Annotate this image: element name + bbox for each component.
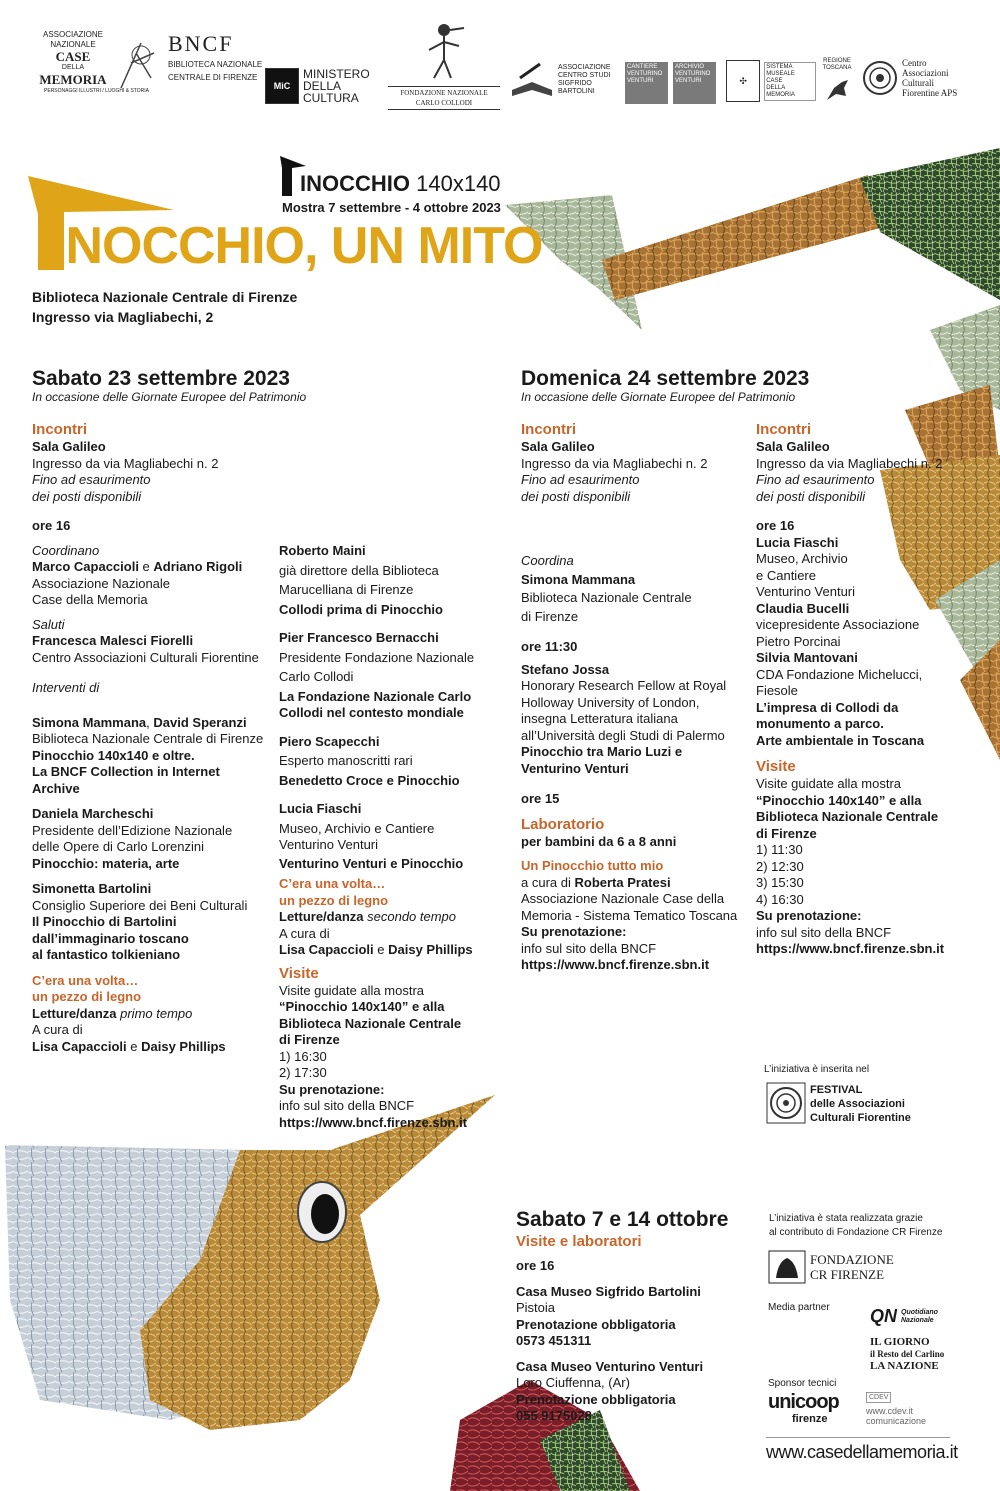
day1-interventi: Interventi di	[32, 680, 100, 695]
pinocchio-figure-icon	[419, 20, 469, 82]
venue-entrance: Ingresso via Magliabechi, 2	[32, 309, 214, 325]
speaker-name: Pier Francesco Bernacchi	[279, 630, 439, 645]
divider	[766, 1437, 950, 1438]
museum-city: Loro Ciuffenna, (Ar)	[516, 1375, 630, 1390]
festival-line: Culturali Fiorentine	[810, 1112, 911, 1124]
performance-title: un pezzo di legno	[32, 989, 142, 1004]
separator: ,	[146, 714, 154, 730]
pinwheel-icon: ✣	[726, 60, 760, 102]
speaker-name: Roberto Maini	[279, 543, 366, 558]
sponsor-note-line: al contributo di Fondazione CR Firenze	[769, 1227, 943, 1238]
day2b-incontri-heading: Incontri	[756, 421, 811, 438]
speaker-role: Biblioteca Nazionale Centrale	[521, 590, 692, 605]
talk-title: L’impresa di Collodi da	[756, 699, 899, 715]
logo-line: ASSOCIAZIONE	[42, 30, 103, 39]
website-link[interactable]: www.casedellamemoria.it	[766, 1442, 958, 1462]
carlino-logo: il Resto del Carlino	[870, 1349, 945, 1359]
talk-title: Pinocchio tra Mario Luzi e	[521, 744, 683, 759]
day2-incontri-heading: Incontri	[521, 421, 576, 438]
speaker-role: Museo, Archivio e Cantiere	[279, 820, 435, 836]
day1-posti: dei posti disponibili	[32, 488, 142, 504]
conjunction: e	[373, 942, 389, 957]
day1-coordinano: Coordinano	[32, 542, 100, 558]
venue	[32, 287, 297, 327]
speaker-name: Piero Scapecchi	[279, 733, 380, 749]
day2-coordina: Coordina	[521, 553, 574, 568]
pupil-icon	[311, 1194, 339, 1234]
festival-line: delle Associazioni	[810, 1098, 905, 1110]
logo-line: ARCHIVIO VENTURINO VENTURI	[675, 64, 711, 84]
booking-info: info sul sito della BNCF	[521, 940, 657, 956]
speaker-name: Simona Mammana	[32, 714, 147, 730]
talk-title: al fantastico tolkieniano	[32, 947, 181, 962]
logo-line: DELLA	[61, 64, 85, 71]
art-piece-brown-arm	[602, 175, 880, 300]
logo-line: TOSCANA	[822, 65, 852, 71]
speaker-role: Case della Memoria	[32, 592, 148, 607]
day2b-visite-heading: Visite	[756, 758, 796, 775]
day1-saluti: Saluti	[32, 616, 65, 632]
booking-label: Su prenotazione:	[521, 924, 627, 939]
mic-icon: MiC	[265, 68, 299, 104]
speaker-name: Simonetta Bartolini	[32, 881, 152, 896]
speaker-name: Lucia Fiaschi	[279, 801, 362, 816]
performance-title: C’era una volta…	[32, 972, 139, 988]
performance-part: primo tempo	[120, 1005, 193, 1021]
speaker-role: e Cantiere	[756, 567, 816, 583]
performance-part: secondo tempo	[367, 909, 457, 924]
qn-sub: Nazionale	[901, 1316, 934, 1324]
talk-title: Benedetto Croce e Pinocchio	[279, 772, 460, 788]
day2-ingresso: Ingresso da via Magliabechi n. 2	[521, 455, 708, 471]
booking-link[interactable]: https://www.bncf.firenze.sbn.it	[756, 941, 945, 956]
ottobre-title: Sabato 7 e 14 ottobre	[516, 1208, 729, 1231]
museum-name: Casa Museo Venturino Venturi	[516, 1358, 704, 1374]
day1-subtitle: In occasione delle Giornate Europee del Patrimonio	[32, 390, 307, 404]
cdev-icon: CDEV	[866, 1392, 891, 1403]
speaker-role: CDA Fondazione Michelucci,	[756, 666, 923, 682]
ottobre-details	[516, 1258, 746, 1425]
speaker-role: vicepresidente Associazione	[756, 617, 920, 632]
day2-posti: dei posti disponibili	[521, 488, 631, 504]
logo-line: CASE	[55, 49, 91, 64]
speaker-name: Silvia Mantovani	[756, 650, 858, 665]
talk-title: Arte ambientale in Toscana	[756, 732, 925, 748]
performance-title: un pezzo di legno	[279, 892, 389, 908]
booking-info: info sul sito della BNCF	[756, 924, 892, 940]
day1-visite-heading: Visite	[279, 964, 319, 982]
booking-label: Su prenotazione:	[756, 908, 862, 923]
logo-line: BARTOLINI	[558, 88, 595, 95]
talk-title: Il Pinocchio di Bartolini	[32, 914, 177, 929]
speaker-role: Museo, Archivio	[756, 551, 848, 566]
logo-line: CANTIERE VENTURINO VENTURI	[627, 64, 663, 84]
speaker-role: Venturino Venturi	[279, 837, 379, 852]
day1-sala: Sala Galileo	[32, 439, 106, 454]
visit-description: Visite guidate alla mostra	[279, 982, 425, 998]
speaker-name: Adriano Rigoli	[153, 559, 243, 574]
day2b-time: ore 16	[756, 518, 795, 533]
logo-sistema	[726, 60, 816, 102]
logo-mic	[265, 68, 377, 104]
speaker-role: Esperto manoscritti rari	[279, 753, 413, 768]
speaker-role: di Firenze	[521, 608, 579, 624]
speaker-name: Daisy Phillips	[141, 1038, 226, 1054]
logo-line: SIGFRIDO	[558, 80, 592, 87]
logo-case-memoria	[34, 30, 159, 96]
curated-by: a cura di	[521, 874, 575, 890]
speaker-role: Associazione Nazionale	[32, 575, 171, 591]
day1-title: Sabato 23 settembre 2023	[32, 367, 290, 390]
visit-description: Visite guidate alla mostra	[756, 776, 902, 791]
logo-line: DELLA	[766, 84, 786, 91]
performance-title: C’era una volta…	[279, 876, 386, 891]
phone-number[interactable]: 0573 451311	[516, 1333, 592, 1348]
visit-description: di Firenze	[279, 1032, 340, 1047]
day2-subtitle: In occasione delle Giornate Europee del Patrimonio	[521, 390, 796, 404]
speaker-name: David Speranzi	[153, 714, 247, 730]
cdev-logo	[866, 1406, 926, 1426]
logo-line: REGIONE	[823, 58, 851, 64]
visit-time: 1) 16:30	[279, 1048, 327, 1064]
museum-city: Pistoia	[516, 1300, 556, 1315]
talk-title: Pinocchio 140x140 e oltre.	[32, 747, 195, 763]
speaker-role: Marucelliana di Firenze	[279, 582, 414, 597]
logo-bncf	[168, 32, 268, 82]
speaker-role: insegna Letteratura italiana	[521, 711, 678, 726]
art-piece-green	[860, 148, 1000, 300]
talk-title: Archive	[32, 780, 80, 796]
day1-column-a	[32, 421, 272, 1055]
logo-line: SISTEMA MUSEALE	[766, 63, 795, 77]
pinwheel-icon	[116, 33, 156, 93]
logo-collodi	[388, 20, 500, 110]
exhibition-size: 140x140	[416, 171, 501, 196]
day1-column-b	[279, 543, 509, 1131]
book-icon	[510, 60, 554, 100]
speaker-name: Lucia Fiaschi	[756, 534, 839, 550]
day2b-sala: Sala Galileo	[756, 439, 830, 454]
sponsor-tecnici-label: Sponsor tecnici	[768, 1378, 837, 1389]
logo-line: NAZIONALE	[50, 40, 96, 49]
seal-icon	[766, 1082, 806, 1124]
ottobre-subtitle: Visite e laboratori	[516, 1233, 642, 1250]
day1-ingresso: Ingresso da via Magliabechi n. 2	[32, 455, 219, 471]
logo-centro	[862, 58, 992, 98]
visit-description: “Pinocchio 140x140” e alla	[756, 792, 922, 808]
day1-time: ore 16	[32, 518, 71, 533]
talk-title: La Fondazione Nazionale Carlo	[279, 688, 472, 704]
media-partner-label: Media partner	[768, 1302, 830, 1313]
logo-line: CASE	[766, 77, 783, 84]
logo-line: ASSOCIAZIONE	[558, 64, 611, 71]
cdev-sub: comunicazione	[866, 1416, 927, 1426]
speaker-name: Marco Capaccioli	[32, 559, 139, 574]
speaker-name: Daisy Phillips	[388, 942, 473, 957]
speaker-name: Roberta Pratesi	[574, 874, 671, 890]
speaker-name: Daniela Marcheschi	[32, 806, 154, 821]
booking-link[interactable]: https://www.bncf.firenze.sbn.it	[521, 957, 710, 972]
venue-name: Biblioteca Nazionale Centrale di Firenze	[32, 289, 298, 305]
festival-line: FESTIVAL	[810, 1084, 863, 1096]
day2-title: Domenica 24 settembre 2023	[521, 367, 810, 390]
logo-line: PERSONAGGI ILLUSTRI / LUOGHI & STORIA	[44, 88, 149, 94]
logo-line: CENTRALE DI FIRENZE	[168, 73, 258, 82]
talk-title: monumento a parco.	[756, 716, 884, 731]
speaker-role: Fiesole	[756, 683, 798, 698]
logo-line: DELLA	[303, 79, 342, 93]
unicoop-city: firenze	[792, 1413, 828, 1425]
sponsor-note-line: L’iniziativa è stata realizzata grazie	[769, 1213, 923, 1224]
festival-note: L’iniziativa è inserita nel	[764, 1064, 870, 1075]
fcr-line: FONDAZIONE	[810, 1252, 894, 1267]
logo-line: MEMORIA	[766, 91, 795, 98]
logo-line: Culturali	[902, 78, 934, 88]
pegasus-icon	[824, 76, 850, 104]
talk-title: dall’immaginario toscano	[32, 930, 189, 946]
logo-line: BIBLIOTECA NAZIONALE	[168, 60, 263, 69]
booking-link[interactable]: https://www.bncf.firenze.sbn.it	[279, 1114, 468, 1130]
main-title: INOCCHIO, UN MITO	[52, 217, 543, 275]
logo-regione	[820, 58, 854, 104]
logo-line: CULTURA	[303, 91, 359, 105]
speaker-name: Stefano Jossa	[521, 661, 610, 677]
talk-title: Collodi prima di Pinocchio	[279, 601, 443, 617]
talk-title: Venturino Venturi	[521, 760, 629, 776]
speaker-role: Centro Associazioni Culturali Fiorentine	[32, 649, 259, 665]
speaker-role: Presidente dell’Edizione Nazionale	[32, 822, 233, 838]
seal-icon	[862, 58, 898, 98]
curated-by: A cura di	[32, 1022, 83, 1037]
bncf-mark: BNCF	[168, 31, 234, 56]
visit-description: Biblioteca Nazionale Centrale	[756, 809, 939, 824]
curated-by: A cura di	[279, 925, 330, 941]
qn-logo	[870, 1306, 938, 1327]
day2-time: ore 15	[521, 791, 560, 806]
performance-type: Letture/danza	[279, 909, 368, 924]
logo-line: Fiorentine APS	[902, 88, 958, 98]
speaker-role: Consiglio Superiore dei Beni Culturali	[32, 897, 248, 913]
speaker-role: Honorary Research Fellow at Royal	[521, 678, 727, 693]
cdev-url: www.cdev.it	[866, 1406, 913, 1416]
logo-line: CENTRO STUDI	[558, 72, 611, 79]
la-nazione-logo: LA NAZIONE	[870, 1360, 939, 1372]
visit-time: 2) 12:30	[756, 858, 804, 874]
logo-line: Associazioni	[902, 68, 949, 78]
day2-sala: Sala Galileo	[521, 439, 595, 454]
talk-title: Collodi nel contesto mondiale	[279, 705, 464, 720]
speaker-role: Associazione Nazionale Case della	[521, 891, 725, 906]
visit-time: 1) 11:30	[756, 842, 803, 857]
speaker-role: Presidente Fondazione Nazionale	[279, 649, 475, 665]
fondazione-cr-logo	[810, 1252, 894, 1282]
day2-column-a	[521, 421, 751, 974]
visit-time: 2) 17:30	[279, 1065, 327, 1080]
speaker-name: Francesca Malesci Fiorelli	[32, 633, 194, 648]
phone-number[interactable]: 055 9175028	[516, 1408, 592, 1423]
speaker-role: Pietro Porcinai	[756, 633, 841, 649]
visit-time: 4) 16:30	[756, 891, 804, 907]
speaker-name: Simona Mammana	[521, 571, 636, 587]
day2b-posti: dei posti disponibili	[756, 488, 866, 504]
lab-audience: per bambini da 6 a 8 anni	[521, 833, 677, 849]
logo-bartolini	[510, 60, 620, 100]
speaker-role: Carlo Collodi	[279, 669, 354, 684]
il-giorno-logo: IL GIORNO	[870, 1336, 930, 1348]
talk-title: Venturino Venturi e Pinocchio	[279, 855, 464, 871]
ottobre-time: ore 16	[516, 1258, 555, 1273]
day2-lab-heading: Laboratorio	[521, 815, 605, 833]
lion-icon	[768, 1250, 806, 1284]
speaker-role: all’Università degli Studi di Palermo	[521, 727, 725, 743]
performance-type: Letture/danza	[32, 1005, 121, 1021]
qn-mark: QN	[870, 1306, 897, 1326]
festival-badge	[810, 1083, 911, 1125]
conjunction: e	[138, 559, 154, 574]
speaker-role: delle Opere di Carlo Lorenzini	[32, 839, 204, 854]
booking-info: info sul sito della BNCF	[279, 1098, 415, 1113]
logo-line: FONDAZIONE NAZIONALE CARLO COLLODI	[388, 86, 500, 110]
day2-posti: Fino ad esaurimento	[521, 472, 640, 487]
speaker-name: Claudia Bucelli	[756, 600, 850, 616]
exhibition-title-text: INOCCHIO	[300, 171, 410, 196]
logo-line: Centro	[902, 58, 927, 68]
booking-label: Prenotazione obbligatoria	[516, 1316, 676, 1332]
day1-posti: Fino ad esaurimento	[32, 472, 151, 487]
qn-sub: Quotidiano	[901, 1308, 938, 1316]
speaker-role: Memoria - Sistema Tematico Toscana	[521, 907, 738, 923]
day2b-ingresso: Ingresso da via Magliabechi n. 2	[756, 455, 943, 471]
sponsor-note	[769, 1212, 942, 1240]
logo-line: MEMORIA	[39, 72, 107, 87]
speaker-role: Holloway University of London,	[521, 694, 700, 710]
lab-title: Un Pinocchio tutto mio	[521, 858, 664, 873]
visit-description: “Pinocchio 140x140” e alla	[279, 999, 445, 1014]
logo-archivio	[673, 62, 716, 104]
speaker-name: Lisa Capaccioli	[279, 942, 374, 957]
day2b-posti: Fino ad esaurimento	[756, 472, 875, 487]
day1-incontri-heading: Incontri	[32, 421, 87, 438]
booking-label: Prenotazione obbligatoria	[516, 1391, 676, 1407]
exhibition-dates: Mostra 7 settembre - 4 ottobre 2023	[282, 200, 501, 215]
booking-label: Su prenotazione:	[279, 1081, 385, 1097]
visit-description: Biblioteca Nazionale Centrale	[279, 1015, 462, 1031]
museum-name: Casa Museo Sigfrido Bartolini	[516, 1283, 701, 1299]
day2-time: ore 11:30	[521, 639, 578, 654]
speaker-role: Biblioteca Nazionale Centrale di Firenze	[32, 731, 264, 746]
visit-description: di Firenze	[756, 825, 817, 841]
day2-column-b	[756, 421, 946, 958]
visit-time: 3) 15:30	[756, 875, 804, 890]
speaker-role: già direttore della Biblioteca	[279, 562, 439, 578]
exhibition-title	[300, 172, 501, 196]
logo-cantiere	[625, 62, 668, 104]
unicoop-logo: unicoop	[768, 1391, 839, 1413]
fcr-line: CR FIRENZE	[810, 1267, 885, 1282]
speaker-role: Venturino Venturi	[756, 584, 856, 599]
logo-line: MINISTERO	[303, 67, 370, 81]
talk-title: Pinocchio: materia, arte	[32, 855, 180, 871]
speaker-name: Lisa Capaccioli	[32, 1038, 127, 1054]
conjunction: e	[126, 1038, 142, 1054]
talk-title: La BNCF Collection in Internet	[32, 764, 220, 779]
newspaper-logos	[870, 1336, 944, 1372]
